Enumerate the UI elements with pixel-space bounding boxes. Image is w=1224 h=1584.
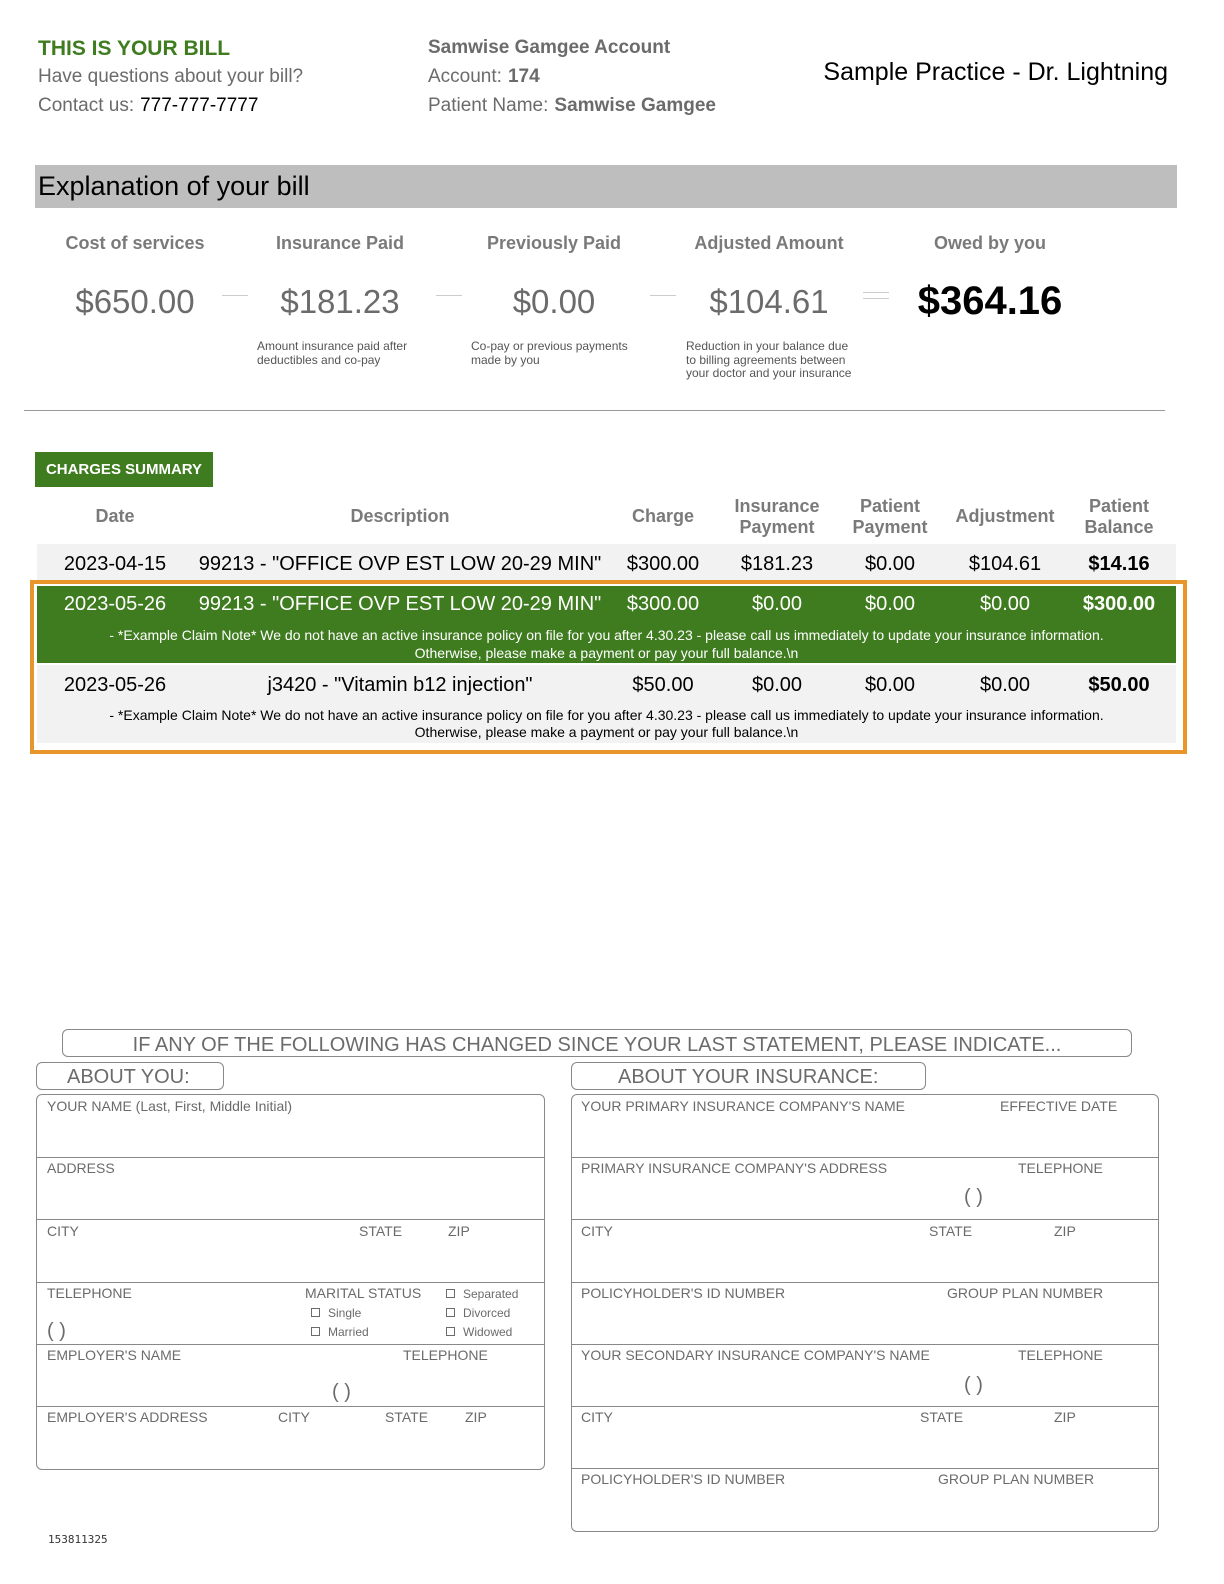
summary-insurance [240, 233, 440, 367]
single-label: Single [328, 1306, 362, 1320]
primary-insurance-name-field[interactable]: YOUR PRIMARY INSURANCE COMPANY'S NAME [581, 1098, 905, 1114]
summary-amount: $650.00 [75, 283, 195, 320]
highlight-outline [30, 580, 1187, 754]
summary-amount: $0.00 [512, 283, 596, 320]
your-name-field[interactable]: YOUR NAME (Last, First, Middle Initial) [47, 1098, 293, 1114]
owed-amount: $364.16 [917, 279, 1063, 323]
row-adjustment: $0.00 [979, 674, 1031, 696]
city-field[interactable]: CITY [47, 1223, 79, 1239]
group-plan-number-field[interactable]: GROUP PLAN NUMBER [947, 1285, 1104, 1301]
employer-telephone-paren: ( ) [332, 1381, 351, 1403]
telephone-field[interactable]: TELEPHONE [47, 1285, 132, 1301]
row-patient: $0.00 [864, 593, 916, 615]
questions-text: Have questions about your bill? [38, 66, 304, 87]
col-header-insurance-payment: Insurance Payment [734, 496, 820, 537]
col-header-date: Date [95, 506, 135, 526]
marital-status-label: MARITAL STATUS [305, 1285, 422, 1301]
married-checkbox[interactable] [311, 1325, 369, 1339]
claim-note-line2: Otherwise, please make a payment or pay your full balance.\n [414, 724, 799, 740]
summary-label: Insurance Paid [275, 233, 405, 253]
employer-address-field[interactable]: EMPLOYER'S ADDRESS [47, 1409, 208, 1425]
col-header-description: Description [350, 506, 450, 526]
single-checkbox[interactable] [311, 1306, 361, 1320]
row-description: 99213 - "OFFICE OVP EST LOW 20-29 MIN" [198, 593, 602, 615]
secondary-telephone-paren: ( ) [964, 1374, 983, 1396]
employer-state-field[interactable]: STATE [385, 1409, 429, 1425]
row-balance: $300.00 [1082, 593, 1156, 615]
col-header-adjustment: Adjustment [955, 506, 1055, 526]
secondary-state-field[interactable]: STATE [920, 1409, 964, 1425]
effective-date-field[interactable]: EFFECTIVE DATE [1000, 1098, 1118, 1114]
row-date: 2023-04-15 [63, 553, 167, 575]
about-insurance-form [571, 1094, 1159, 1532]
summary-amount: $181.23 [280, 283, 400, 320]
col-header-patient-balance: Patient Balance [1084, 496, 1154, 537]
about-insurance-label [571, 1062, 926, 1090]
employer-telephone-field[interactable]: TELEPHONE [403, 1347, 488, 1363]
primary-insurance-address-field[interactable]: PRIMARY INSURANCE COMPANY'S ADDRESS [581, 1160, 888, 1176]
secondary-telephone-field[interactable]: TELEPHONE [1018, 1347, 1103, 1363]
summary-previous [454, 233, 654, 367]
contact-line [38, 95, 258, 117]
employer-name-field[interactable]: EMPLOYER'S NAME [47, 1347, 182, 1363]
zip-field[interactable]: ZIP [448, 1223, 470, 1239]
divorced-checkbox[interactable] [446, 1306, 510, 1320]
row-patient: $0.00 [864, 674, 916, 696]
secondary-city-field[interactable]: CITY [581, 1409, 613, 1425]
practice-name: Sample Practice - Dr. Lightning [823, 58, 1168, 86]
secondary-insurance-name-field[interactable]: YOUR SECONDARY INSURANCE COMPANY'S NAME [581, 1347, 930, 1363]
about-you-text: ABOUT YOU: [67, 1066, 190, 1088]
patient-name: Samwise Gamgee [554, 95, 716, 116]
about-you-label [36, 1062, 224, 1090]
primary-telephone-paren: ( ) [964, 1186, 983, 1208]
about-you-form [36, 1094, 545, 1470]
table-row[interactable] [37, 544, 1176, 582]
charges-summary-badge: CHARGES SUMMARY [35, 452, 213, 487]
telephone-paren: ( ) [47, 1320, 66, 1342]
equals-sign [863, 290, 889, 302]
col-header-patient-payment: Patient Payment [852, 496, 928, 537]
row-insurance: $181.23 [740, 553, 814, 575]
summary-label: Owed by you [933, 233, 1047, 253]
employer-city-field[interactable]: CITY [278, 1409, 310, 1425]
widowed-label: Widowed [463, 1325, 513, 1339]
divorced-label: Divorced [463, 1306, 511, 1320]
claim-note: - *Example Claim Note* We do not have an active insurance policy on file for you after 4.30.23 - please call us immediately to update your insurance information. [109, 627, 1104, 643]
explanation-band [35, 165, 1177, 208]
row-description: j3420 - "Vitamin b12 injection" [267, 674, 533, 696]
summary-label: Cost of services [65, 233, 205, 253]
contact-phone[interactable]: 777-777-7777 [140, 95, 259, 116]
insurance-state-field[interactable]: STATE [929, 1223, 973, 1239]
row-balance: $14.16 [1088, 553, 1150, 575]
row-insurance: $0.00 [751, 593, 803, 615]
row-charge: $300.00 [626, 593, 700, 615]
separated-label: Separated [463, 1287, 519, 1301]
account-label: Account: [428, 66, 502, 87]
row-insurance: $0.00 [751, 674, 803, 696]
summary-note: Co-pay or previous payments made by you [471, 339, 628, 367]
patient-line [428, 95, 716, 117]
about-insurance-text: ABOUT YOUR INSURANCE: [618, 1066, 879, 1088]
account-number: 174 [507, 66, 540, 87]
col-header-charge: Charge [631, 506, 694, 526]
row-description: 99213 - "OFFICE OVP EST LOW 20-29 MIN" [198, 553, 602, 575]
summary-owed [890, 233, 1090, 324]
row-adjustment: $104.61 [968, 553, 1042, 575]
widowed-checkbox[interactable] [446, 1325, 512, 1339]
summary-amount: $104.61 [709, 283, 829, 320]
row-date: 2023-05-26 [63, 674, 167, 696]
summary-label: Previously Paid [486, 233, 622, 253]
claim-note-line2: Otherwise, please make a payment or pay your full balance.\n [414, 645, 799, 661]
row-date: 2023-05-26 [63, 593, 167, 615]
row-charge: $300.00 [626, 553, 700, 575]
separated-checkbox[interactable] [446, 1287, 518, 1301]
patient-label: Patient Name: [428, 95, 549, 116]
secondary-group-plan-number-field[interactable]: GROUP PLAN NUMBER [938, 1471, 1095, 1487]
summary-note: Amount insurance paid after deductibles and co-pay [257, 339, 408, 367]
form-banner: IF ANY OF THE FOLLOWING HAS CHANGED SINCE YOUR LAST STATEMENT, PLEASE INDICATE... [62, 1029, 1132, 1057]
explanation-title: Explanation of your bill [38, 171, 310, 201]
contact-label: Contact us: [38, 95, 135, 116]
row-adjustment: $0.00 [979, 593, 1031, 615]
summary-note: Reduction in your balance due to billing agreements between your doctor and your insurance [686, 339, 852, 380]
summary-cost [35, 233, 235, 321]
row-charge: $50.00 [632, 674, 694, 696]
employer-zip-field[interactable]: ZIP [465, 1409, 487, 1425]
policyholder-id-field[interactable]: POLICYHOLDER'S ID NUMBER [581, 1285, 786, 1301]
claim-note: - *Example Claim Note* We do not have an active insurance policy on file for you after 4.30.23 - please call us immediately to update your insurance information. [109, 707, 1104, 723]
secondary-policyholder-id-field[interactable]: POLICYHOLDER'S ID NUMBER [581, 1471, 786, 1487]
summary-adjusted [669, 233, 869, 380]
address-field[interactable]: ADDRESS [47, 1160, 115, 1176]
row-balance: $50.00 [1088, 674, 1150, 696]
married-label: Married [328, 1325, 369, 1339]
bill-title: THIS IS YOUR BILL [38, 37, 231, 60]
summary-label: Adjusted Amount [694, 233, 844, 253]
state-field[interactable]: STATE [359, 1223, 403, 1239]
account-title: Samwise Gamgee Account [428, 37, 671, 58]
document-id: 153811325 [48, 1533, 108, 1546]
primary-telephone-field[interactable]: TELEPHONE [1018, 1160, 1103, 1176]
insurance-city-field[interactable]: CITY [581, 1223, 613, 1239]
insurance-zip-field[interactable]: ZIP [1054, 1223, 1076, 1239]
divider [24, 410, 1165, 411]
row-patient: $0.00 [864, 553, 916, 575]
secondary-zip-field[interactable]: ZIP [1054, 1409, 1076, 1425]
account-line [428, 66, 540, 88]
